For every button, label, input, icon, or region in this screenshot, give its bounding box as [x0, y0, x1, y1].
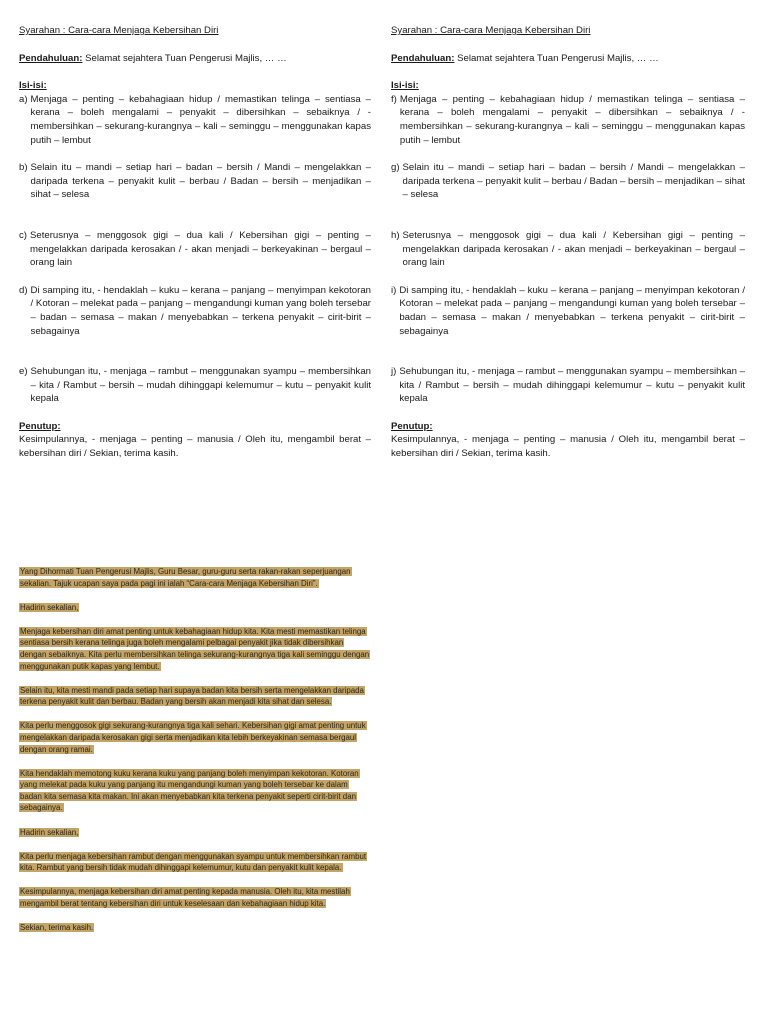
highlighted-text: Kita perlu menjaga kebersihan rambut dengan menggunakan syampu untuk membersihkan rambut kita. Rambut yang bersih tidak mudah dihinggapi kelemumur, kutu dan penyakit kulit kepala. [20, 851, 367, 873]
intro-label: Pendahuluan: [391, 52, 455, 64]
body-heading: Isi-isi: [391, 80, 419, 92]
outline-item [19, 365, 371, 406]
closing-text: Kesimpulannya, - menjaga – penting – manusia / Oleh itu, mengambil berat – kebersihan diri / Sekian, terima kasih. [19, 434, 371, 460]
outline-item [19, 229, 371, 270]
outline-item [391, 229, 745, 270]
intro-text: Selamat sejahtera Tuan Pengerusi Majlis, … … [82, 52, 287, 64]
speech-paragraph [19, 922, 371, 934]
outline-item [391, 365, 745, 406]
item-letter: e) [19, 366, 28, 378]
outline-item [19, 93, 371, 147]
outline-title: Syarahan : Cara-cara Menjaga Kebersihan Diri [391, 25, 591, 36]
closing-heading: Penutup: [391, 420, 433, 432]
speech-paragraph [19, 685, 371, 708]
highlighted-text: Selain itu, kita mesti mandi pada setiap hari supaya badan kita bersih serta mengelakkan daripada terkena penyakit kulit dan berbau. Badan yang bersih akan menjadi kita sihat dan selesa. [20, 685, 364, 707]
item-text: Selain itu – mandi – setiap hari – badan – bersih / Mandi – mengelakkan – daripada terkena – penyakit kulit – berbau / Badan – bersih – menjadikan – sihat – selesa [30, 162, 371, 201]
item-letter: g) [391, 162, 400, 174]
item-letter: i) [391, 284, 397, 296]
item-text: Sehubungan itu, - menjaga – rambut – menggunakan syampu – membersihkan – kita / Rambut – bersih – mudah dihinggapi kelemumur – kutu – penyakit kulit kepala [399, 366, 745, 405]
body-heading: Isi-isi: [19, 80, 47, 92]
outline-item [391, 161, 745, 202]
speech-paragraph [19, 851, 371, 874]
speech-paragraph [19, 602, 371, 614]
item-letter: d) [19, 284, 28, 296]
highlighted-text: Kesimpulannya, menjaga kebersihan diri amat penting kepada manusia. Oleh itu, kita mestilah mengambil berat tentang kebersihan diri untuk keselesaan dan kebahagiaan hidup kita. [20, 887, 350, 908]
outline-title: Syarahan : Cara-cara Menjaga Kebersihan Diri [19, 25, 219, 36]
highlighted-text: Hadirin sekalian, [20, 827, 79, 837]
highlighted-text: Kita hendaklah memotong kuku kerana kuku yang panjang boleh menyimpan kekotoran. Kotoran yang melekat pada kuku yang panjang itu mengandungi kuman yang boleh tersebar ke dalam badan kita semasa kita makan. Ini akan menyebabkan kita terkena penyakit seperti cirit-birit dan sebagainya. [20, 768, 359, 813]
left-outline [19, 24, 371, 461]
highlighted-text: Hadirin sekalian, [20, 602, 79, 612]
item-letter: c) [19, 229, 27, 241]
item-letter: a) [19, 93, 28, 105]
intro-line [391, 52, 745, 66]
outline-item [19, 161, 371, 202]
right-outline [391, 24, 745, 461]
speech-paragraph [19, 827, 371, 839]
closing-heading: Penutup: [19, 420, 61, 432]
closing-text: Kesimpulannya, - menjaga – penting – manusia / Oleh itu, mengambil berat – kebersihan diri / Sekian, terima kasih. [391, 434, 745, 460]
highlighted-text: Sekian, terima kasih. [20, 922, 94, 932]
speech-paragraph [19, 720, 371, 755]
item-text: Menjaga – penting – kebahagiaan hidup / memastikan telinga – sentiasa – kerana – boleh mengalami – penyakit – dibersihkan – sebaiknya / - membersihkan – sekurang-kurangnya – kali – seminggu – menggunakan kapas putih – lembut [399, 93, 745, 146]
speech-paragraph [19, 768, 371, 814]
item-letter: b) [19, 162, 28, 174]
intro-text: Selamat sejahtera Tuan Pengerusi Majlis, … … [454, 52, 659, 64]
speech-paragraph [19, 626, 371, 672]
highlighted-text: Kita perlu menggosok gigi sekurang-kurangnya tiga kali sehari. Kebersihan gigi amat penting untuk mengelakkan daripada kerosakan gigi serta menjadikan kita lebih berkeyakinan semasa bergaul dengan orang ramai. [20, 721, 366, 754]
highlighted-text: Yang Dihormati Tuan Pengerusi Majlis, Guru Besar, guru-guru serta rakan-rakan seperjuangan sekalian. Tajuk ucapan saya pada pagi ini ialah “Cara-cara Menjaga Kebersihan Diri”. [20, 567, 351, 588]
item-letter: h) [391, 229, 400, 241]
item-text: Menjaga – penting – kebahagiaan hidup / memastikan telinga – sentiasa – kerana – boleh mengalami – penyakit – dibersihkan – sebaiknya / - membersihkan – sekurang-kurangnya – kali – seminggu – menggunakan kapas putih – lembut [30, 93, 371, 146]
item-text: Seterusnya – menggosok gigi – dua kali / Kebersihan gigi – penting – mengelakkan daripada kerosakan / - akan menjadi – berkeyakinan – bergaul – orang lain [402, 229, 745, 269]
item-letter: j) [391, 366, 397, 378]
item-text: Di samping itu, - hendaklah – kuku – kerana – panjang – menyimpan kekotoran / Kotoran – melekat pada – panjang – mengandungi kuman yang boleh tersebar – badan – semasa – makan / menyebabkan – terkena penyakit – cirit-birit – sebagainya [399, 284, 745, 337]
item-text: Selain itu – mandi – setiap hari – badan – bersih / Mandi – mengelakkan – daripada terkena – penyakit kulit – berbau / Badan – bersih – menjadikan – sihat – selesa [402, 162, 745, 201]
outline-item [391, 93, 745, 147]
item-text: Di samping itu, - hendaklah – kuku – kerana – panjang – menyimpan kekotoran / Kotoran – melekat pada – panjang – mengandungi kuman yang boleh tersebar – badan – semasa – makan / menyebabkan – terkena penyakit – cirit-birit – sebagainya [30, 284, 371, 337]
speech-paragraph [19, 886, 371, 909]
item-text: Seterusnya – menggosok gigi – dua kali / Kebersihan gigi – penting – mengelakkan daripada kerosakan / - akan menjadi – berkeyakinan – bergaul – orang lain [30, 229, 371, 269]
intro-line [19, 52, 371, 66]
outline-item [391, 284, 745, 338]
intro-label: Pendahuluan: [19, 52, 83, 64]
highlighted-text: Menjaga kebersihan diri amat penting untuk kebahagiaan hidup kita. Kita mesti memastikan telinga sentiasa bersih kerana telinga juga boleh mengalami pelbagai penyakit jika tidak dibersihkan dengan sebaiknya. Kita perlu membersihkan telinga sekurang-kurangnya tiga kali seminggu dengan menggunakan putik kapas yang lembut. [20, 626, 370, 671]
speech-paragraph [19, 566, 371, 589]
item-text: Sehubungan itu, - menjaga – rambut – menggunakan syampu – membersihkan – kita / Rambut – bersih – mudah dihinggapi kelemumur – kutu – penyakit kulit kepala [30, 366, 371, 405]
outline-item [19, 284, 371, 338]
item-letter: f) [391, 93, 397, 105]
full-speech [19, 566, 371, 946]
